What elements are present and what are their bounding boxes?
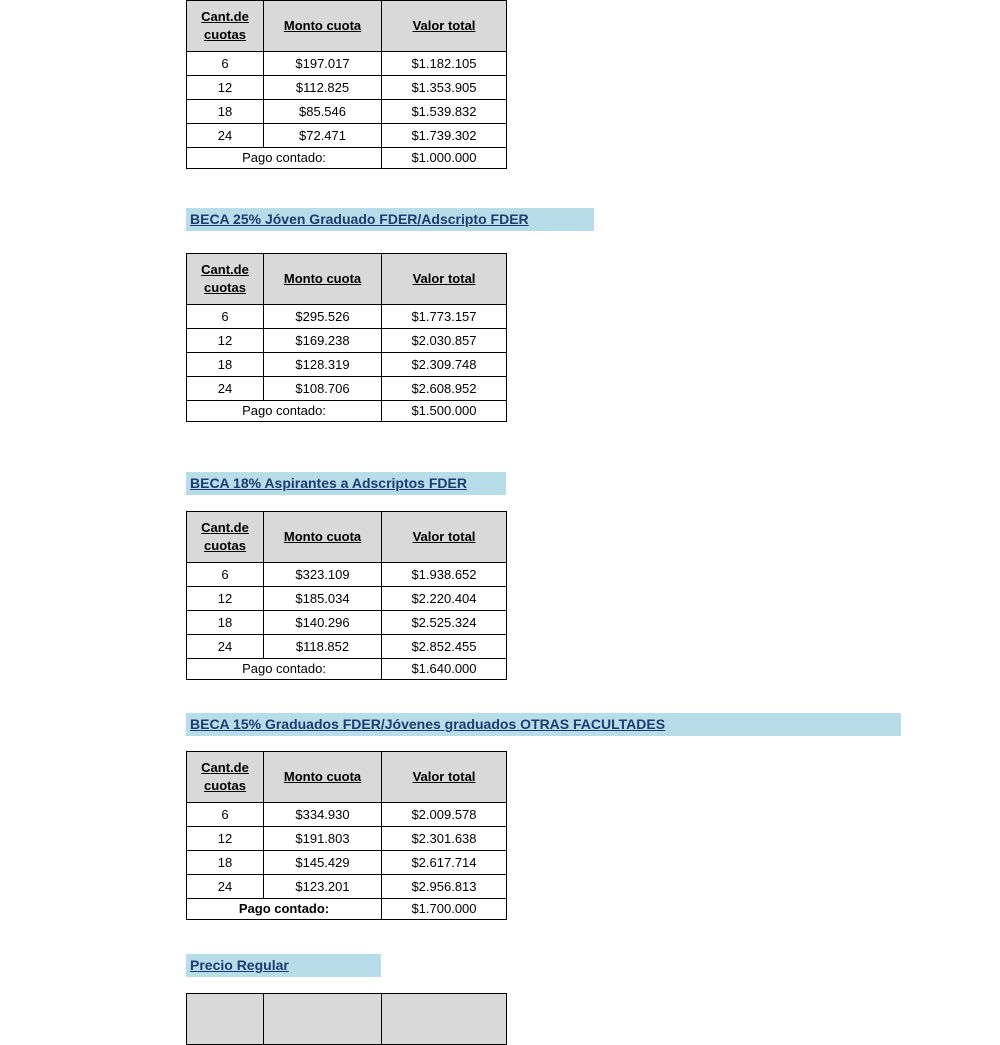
cell-cuotas: 6: [187, 803, 264, 827]
pago-contado-value: $1.000.000: [382, 148, 507, 169]
pago-contado-value: $1.640.000: [382, 659, 507, 680]
price-table-2: [186, 253, 507, 422]
cell-cuotas: 18: [187, 611, 264, 635]
table-header-row: [187, 1, 507, 52]
table-row: [187, 329, 507, 353]
cell-monto: $118.852: [264, 635, 382, 659]
section-title: BECA 25% Jóven Graduado FDER/Adscripto FDER: [190, 211, 529, 227]
section-heading-precio-regular: [186, 954, 381, 977]
cell-monto: $72.471: [264, 124, 382, 148]
section-title: BECA 18% Aspirantes a Adscriptos FDER: [190, 475, 467, 491]
cell-cuotas: 6: [187, 563, 264, 587]
cell-monto: $85.546: [264, 100, 382, 124]
cell-cuotas: 18: [187, 100, 264, 124]
cell-cuotas: 12: [187, 329, 264, 353]
cell-monto: $169.238: [264, 329, 382, 353]
table-row: [187, 353, 507, 377]
cell-total: $2.309.748: [382, 353, 507, 377]
cell-monto: $112.825: [264, 76, 382, 100]
cell-cuotas: 18: [187, 353, 264, 377]
price-table-4: [186, 751, 507, 920]
table-row: [187, 76, 507, 100]
pago-contado-value: $1.500.000: [382, 401, 507, 422]
cell-monto: $128.319: [264, 353, 382, 377]
cell-total: $1.938.652: [382, 563, 507, 587]
table-header-row: [187, 752, 507, 803]
cell-cuotas: 6: [187, 52, 264, 76]
table-header-row: [187, 512, 507, 563]
cell-total: $1.353.905: [382, 76, 507, 100]
cell-total: $2.009.578: [382, 803, 507, 827]
table-row: [187, 305, 507, 329]
section-title: Precio Regular: [190, 957, 289, 973]
cell-cuotas: 24: [187, 377, 264, 401]
cell-monto: $145.429: [264, 851, 382, 875]
col-header-cuotas: Cant.de cuotas: [187, 254, 264, 305]
table-row: [187, 827, 507, 851]
cell-total: $2.617.714: [382, 851, 507, 875]
table-row: [187, 100, 507, 124]
section-heading-beca-18: [186, 472, 506, 495]
col-header-cuotas: Cant.de cuotas: [187, 752, 264, 803]
cell-total: $2.301.638: [382, 827, 507, 851]
col-header-total: Valor total: [382, 752, 507, 803]
table-row: [187, 851, 507, 875]
price-table-1: [186, 0, 507, 169]
col-header-total: Valor total: [382, 1, 507, 52]
col-header-monto: [264, 994, 382, 1045]
cell-total: $1.182.105: [382, 52, 507, 76]
pago-contado-label: Pago contado:: [187, 659, 382, 680]
col-header-total: [382, 994, 507, 1045]
pago-contado-row: [187, 659, 507, 680]
cell-total: $2.525.324: [382, 611, 507, 635]
cell-total: $2.956.813: [382, 875, 507, 899]
cell-cuotas: 12: [187, 827, 264, 851]
col-header-total: Valor total: [382, 512, 507, 563]
pago-contado-label: Pago contado:: [187, 899, 382, 920]
cell-cuotas: 6: [187, 305, 264, 329]
col-header-total: Valor total: [382, 254, 507, 305]
cell-monto: $334.930: [264, 803, 382, 827]
table-row: [187, 635, 507, 659]
table-header-row: [187, 254, 507, 305]
table-row: [187, 803, 507, 827]
cell-total: $2.608.952: [382, 377, 507, 401]
pago-contado-row: [187, 148, 507, 169]
cell-monto: $140.296: [264, 611, 382, 635]
col-header-cuotas: [187, 994, 264, 1045]
cell-monto: $191.803: [264, 827, 382, 851]
cell-monto: $323.109: [264, 563, 382, 587]
col-header-monto: Monto cuota: [264, 254, 382, 305]
table-row: [187, 563, 507, 587]
cell-cuotas: 12: [187, 587, 264, 611]
table-row: [187, 875, 507, 899]
cell-cuotas: 24: [187, 875, 264, 899]
table-row: [187, 377, 507, 401]
col-header-monto: Monto cuota: [264, 1, 382, 52]
price-table-3: [186, 511, 507, 680]
cell-total: $2.030.857: [382, 329, 507, 353]
cell-total: $1.739.302: [382, 124, 507, 148]
cell-monto: $123.201: [264, 875, 382, 899]
section-heading-beca-15: [186, 713, 901, 736]
cell-cuotas: 24: [187, 124, 264, 148]
col-header-cuotas: Cant.de cuotas: [187, 512, 264, 563]
cell-cuotas: 12: [187, 76, 264, 100]
cell-cuotas: 24: [187, 635, 264, 659]
cell-total: $1.539.832: [382, 100, 507, 124]
col-header-monto: Monto cuota: [264, 512, 382, 563]
cell-total: $2.220.404: [382, 587, 507, 611]
cell-total: $1.773.157: [382, 305, 507, 329]
pago-contado-label: Pago contado:: [187, 401, 382, 422]
cell-monto: $295.526: [264, 305, 382, 329]
col-header-cuotas: Cant.de cuotas: [187, 1, 264, 52]
col-header-monto: Monto cuota: [264, 752, 382, 803]
cell-monto: $108.706: [264, 377, 382, 401]
pago-contado-row: [187, 899, 507, 920]
table-row: [187, 587, 507, 611]
cell-monto: $185.034: [264, 587, 382, 611]
section-title: BECA 15% Graduados FDER/Jóvenes graduados OTRAS FACULTADES: [190, 716, 666, 732]
pago-contado-label: Pago contado:: [187, 148, 382, 169]
table-row: [187, 611, 507, 635]
section-heading-beca-25: [186, 208, 594, 231]
table-row: [187, 52, 507, 76]
price-table-5: [186, 993, 507, 1045]
pago-contado-value: $1.700.000: [382, 899, 507, 920]
table-header-row: [187, 994, 507, 1045]
cell-total: $2.852.455: [382, 635, 507, 659]
table-row: [187, 124, 507, 148]
pago-contado-row: [187, 401, 507, 422]
cell-cuotas: 18: [187, 851, 264, 875]
cell-monto: $197.017: [264, 52, 382, 76]
